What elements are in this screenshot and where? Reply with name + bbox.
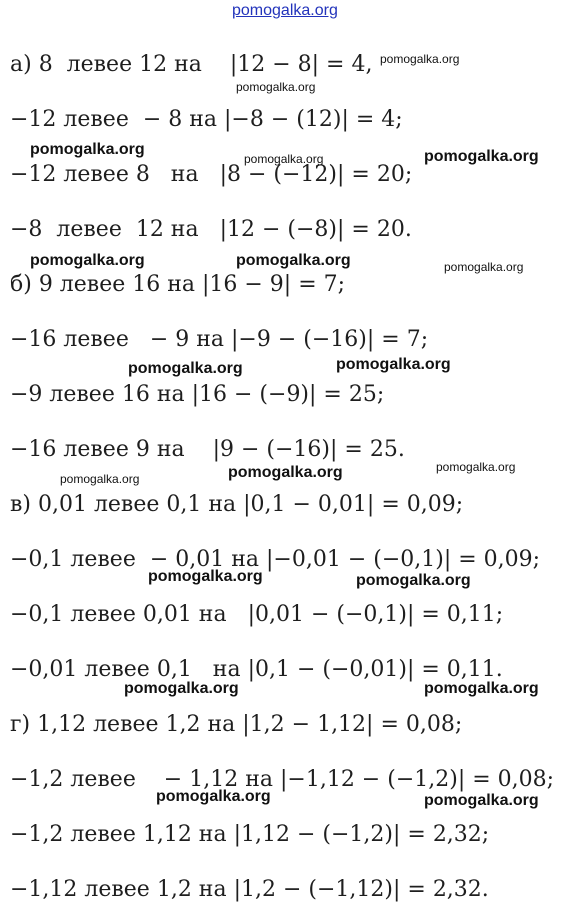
watermark: pomogalka.org xyxy=(30,141,145,158)
line-c-1: в) 0,01 левее 0,1 на |0,1 − 0,01| = 0,09; xyxy=(10,492,464,517)
watermark: pomogalka.org xyxy=(244,152,324,166)
watermark: pomogalka.org xyxy=(60,472,140,486)
line-c-4: −0,01 левее 0,1 на |0,1 − (−0,01)| = 0,11. xyxy=(10,657,503,682)
watermark: pomogalka.org xyxy=(156,788,271,805)
line-d-4: −1,12 левее 1,2 на |1,2 − (−1,12)| = 2,32. xyxy=(10,877,489,902)
watermark: pomogalka.org xyxy=(128,360,243,377)
watermark: pomogalka.org xyxy=(424,148,539,165)
watermark: pomogalka.org xyxy=(124,680,239,697)
watermark: pomogalka.org xyxy=(236,80,316,94)
line-c-3: −0,1 левее 0,01 на |0,01 − (−0,1)| = 0,11; xyxy=(10,602,504,627)
line-a-1: а) 8 левее 12 на |12 − 8| = 4, xyxy=(10,52,373,77)
line-a-2: −12 левее − 8 на |−8 − (12)| = 4; xyxy=(10,107,403,132)
line-b-4: −16 левее 9 на |9 − (−16)| = 25. xyxy=(10,437,405,462)
watermark: pomogalka.org xyxy=(436,460,516,474)
watermark: pomogalka.org xyxy=(380,52,460,66)
line-b-1: б) 9 левее 16 на |16 − 9| = 7; xyxy=(10,272,346,297)
watermark: pomogalka.org xyxy=(30,252,145,269)
watermark: pomogalka.org xyxy=(228,464,343,481)
line-c-2: −0,1 левее − 0,01 на |−0,01 − (−0,1)| = 0,09; xyxy=(10,547,541,572)
watermark: pomogalka.org xyxy=(336,356,451,373)
line-b-3: −9 левее 16 на |16 − (−9)| = 25; xyxy=(10,382,385,407)
line-a-4: −8 левее 12 на |12 − (−8)| = 20. xyxy=(10,217,412,242)
watermark: pomogalka.org xyxy=(148,568,263,585)
watermark: pomogalka.org xyxy=(356,572,471,589)
line-d-2: −1,2 левее − 1,12 на |−1,12 − (−1,2)| = 0,08; xyxy=(10,767,555,792)
line-b-2: −16 левее − 9 на |−9 − (−16)| = 7; xyxy=(10,327,429,352)
watermark: pomogalka.org xyxy=(424,792,539,809)
watermark: pomogalka.org xyxy=(444,260,524,274)
watermark: pomogalka.org xyxy=(424,680,539,697)
site-link[interactable]: pomogalka.org xyxy=(232,2,338,19)
line-a-3: −12 левее 8 на |8 − (−12)| = 20; xyxy=(10,162,413,187)
line-d-1: г) 1,12 левее 1,2 на |1,2 − 1,12| = 0,08; xyxy=(10,712,463,737)
line-d-3: −1,2 левее 1,12 на |1,12 − (−1,2)| = 2,32; xyxy=(10,822,490,847)
watermark: pomogalka.org xyxy=(236,252,351,269)
